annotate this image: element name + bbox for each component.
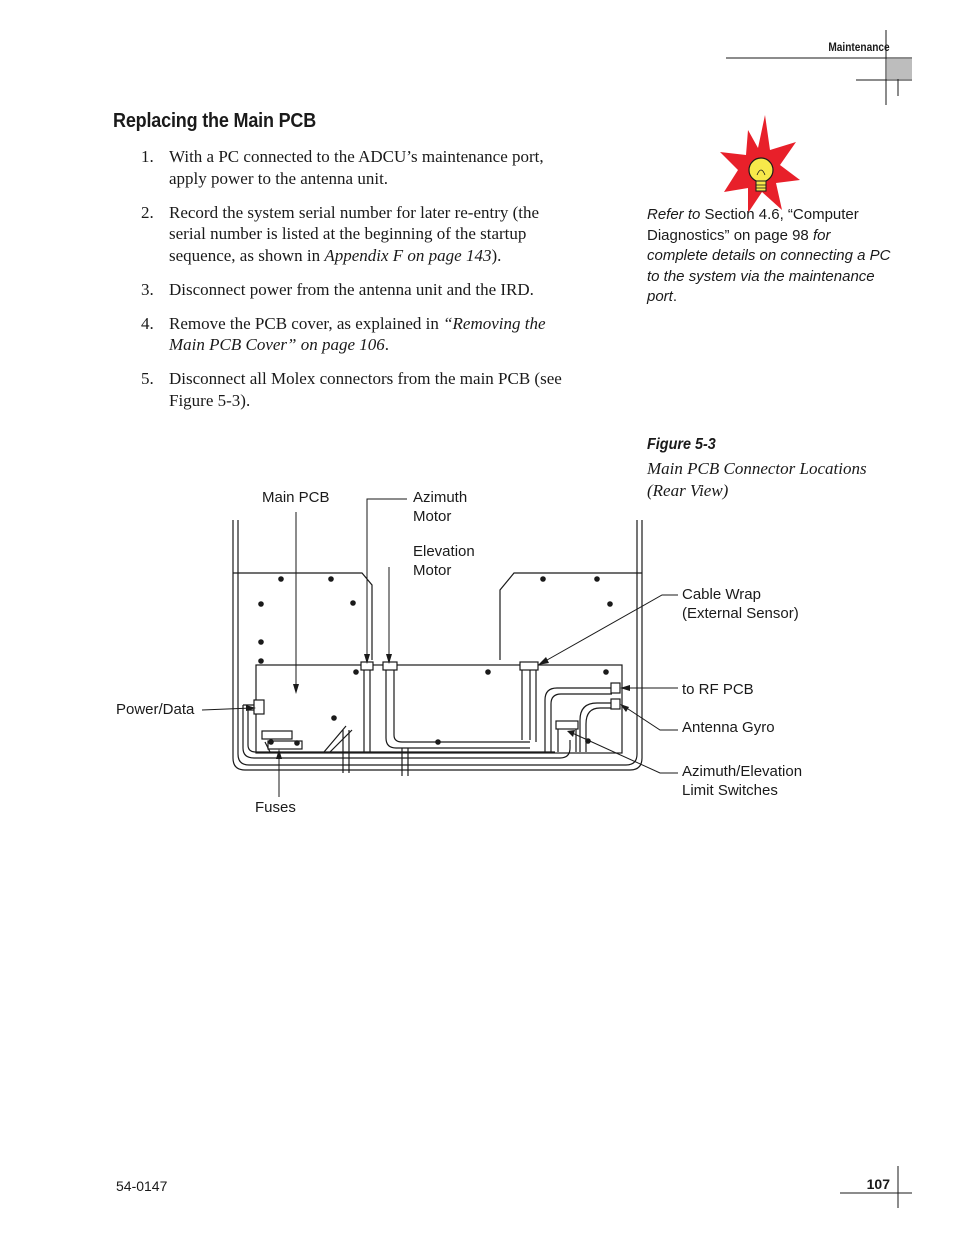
azimuth-motor-label: Azimuth Motor xyxy=(413,489,468,525)
cover-removal-reference: “Removing the Main PCB Cover” on page 106 xyxy=(169,313,546,354)
elevation-motor-label: Elevation Motor xyxy=(413,543,475,579)
appendix-reference: Appendix F on page 143 xyxy=(324,245,492,265)
section-reference: Section 4.6, “Computer Diagnostics” on page 98 xyxy=(647,206,859,244)
step-1: 1. With a PC connected to the ADCU’s maintenance port, apply power to the antenna unit. xyxy=(141,147,544,188)
section-title: Replacing the Main PCB xyxy=(113,110,317,132)
rf-pcb-label: to RF PCB xyxy=(682,681,754,698)
step-3: 3. Disconnect power from the antenna unit and the IRD. xyxy=(141,279,534,299)
page-number: 107 xyxy=(866,1176,890,1192)
step-text: Disconnect all Molex connectors from the main PCB (see Figure 5-3). xyxy=(169,369,562,410)
limit-switches-label: Azimuth/Elevation Limit Switches xyxy=(682,763,803,799)
power-data-label: Power/Data xyxy=(116,701,195,718)
antenna-gyro-label: Antenna Gyro xyxy=(682,719,775,736)
step-4: 4. Remove the PCB cover, as explained in “Removing the Main PCB Cover” on page 106. xyxy=(141,313,546,354)
step-5: 5. Disconnect all Molex connectors from the main PCB (see Figure 5-3). xyxy=(141,369,562,410)
step-text: Disconnect power from the antenna unit and the IRD. xyxy=(169,279,534,299)
document-number: 54-0147 xyxy=(116,1178,168,1194)
cable-wrap-label: Cable Wrap (External Sensor) xyxy=(682,586,799,622)
running-header: Maintenance xyxy=(828,42,890,54)
main-pcb-label: Main PCB xyxy=(262,489,330,506)
figure-number: Figure 5-3 xyxy=(647,436,716,453)
fuses-label: Fuses xyxy=(255,799,296,816)
step-2: 2. Record the system serial number for later re-entry (the serial number is listed at the beginning of the startup sequence, as shown in Appendix F on page 143). xyxy=(141,202,540,265)
step-text: With a PC connected to the ADCU’s maintenance port, apply power to the antenna unit. xyxy=(169,147,544,188)
tip-note: Refer to Section 4.6, “Computer Diagnostics” on page 98 for complete details on connecting a PC to the system via the maintenance port. xyxy=(647,206,891,305)
figure-caption: Main PCB Connector Locations (Rear View) xyxy=(647,459,867,500)
